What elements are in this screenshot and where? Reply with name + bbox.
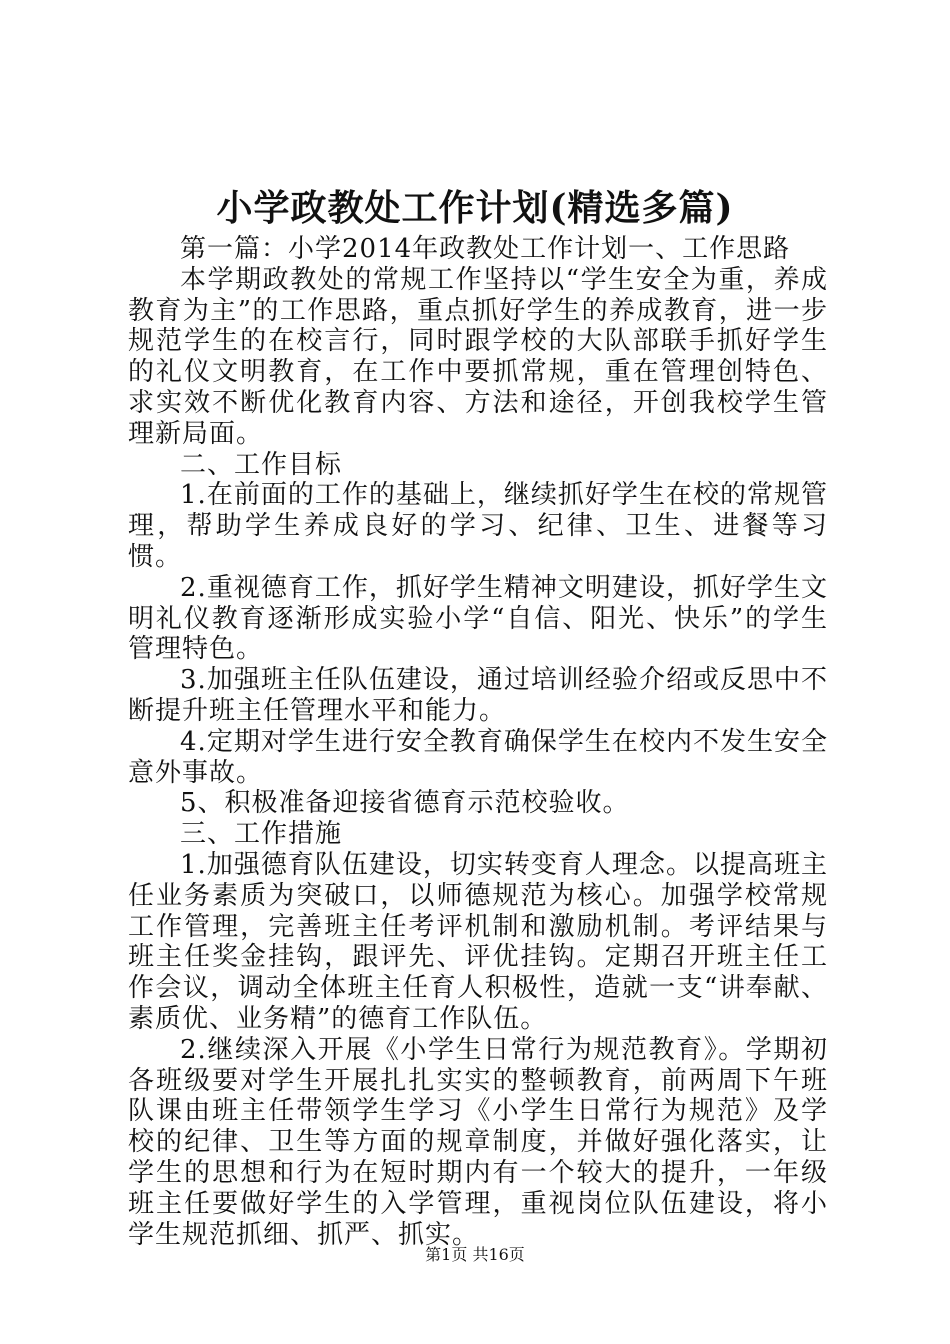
paragraph-work-approach: 本学期政教处的常规工作坚持以“学生安全为重，养成教育为主”的工作思路，重点抓好学生的养成教育，进一步规范学生的在校言行，同时跟学校的大队部联手抓好学生的礼仪文明教育，在工作中要抓常规，重在管理创特色、求实效不断优化教育内容、方法和途径，开创我校学生管理新局面。 bbox=[128, 264, 828, 449]
paragraph-goals-heading: 二、工作目标 bbox=[180, 449, 343, 480]
paragraph-goal-3: 3.加强班主任队伍建设，通过培训经验介绍或反思中不断提升班主任管理水平和能力。 bbox=[128, 665, 828, 726]
paragraph-measure-1: 1.加强德育队伍建设，切实转变育人理念。以提高班主任业务素质为突破口，以师德规范为核心。加强学校常规工作管理，完善班主任考评机制和激励机制。考评结果与班主任奖金挂钩，跟评先、评优挂钩。定期召开班主任工作会议，调动全体班主任育人积极性，造就一支“讲奉献、素质优、业务精”的德育工作队伍。 bbox=[128, 849, 828, 1034]
document-title: 小学政教处工作计划(精选多篇) bbox=[216, 187, 734, 229]
paragraph-goal-5: 5、积极准备迎接省德育示范校验收。 bbox=[180, 788, 630, 819]
paragraph-goal-2: 2.重视德育工作，抓好学生精神文明建设，抓好学生文明礼仪教育逐渐形成实验小学“自信、阳光、快乐”的学生管理特色。 bbox=[128, 572, 828, 665]
paragraph-goal-1: 1.在前面的工作的基础上，继续抓好学生在校的常规管理，帮助学生养成良好的学习、纪律、卫生、进餐等习惯。 bbox=[128, 480, 828, 572]
paragraph-measure-2: 2.继续深入开展《小学生日常行为规范教育》。学期初各班级要对学生开展扎扎实实的整顿教育，前两周下午班队课由班主任带领学生学习《小学生日常行为规范》及学校的纪律、卫生等方面的规章制度，并做好强化落实，让学生的思想和行为在短时期内有一个较大的提升，一年级班主任要做好学生的入学管理，重视岗位队伍建设，将小学生规范抓细、抓严、抓实。 bbox=[128, 1034, 828, 1250]
paragraph-measures-heading: 三、工作措施 bbox=[180, 819, 343, 850]
document-body bbox=[128, 234, 828, 1250]
page-number-footer: 第1页 共16页 bbox=[425, 1245, 525, 1264]
paragraph-section-one-heading: 第一篇：小学2014年政教处工作计划一、工作思路 bbox=[180, 234, 791, 264]
paragraph-goal-4: 4.定期对学生进行安全教育确保学生在校内不发生安全意外事故。 bbox=[128, 726, 828, 788]
